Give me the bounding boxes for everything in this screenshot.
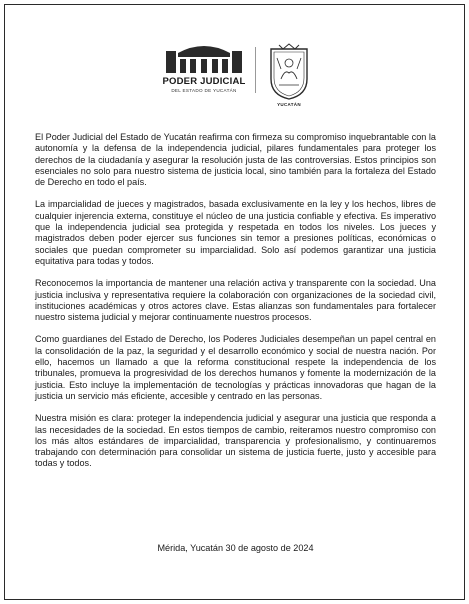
yucatan-coat-of-arms-icon <box>267 43 311 101</box>
paragraph: Nuestra misión es clara: proteger la independencia judicial y asegurar una justicia que responda a las necesidades de la sociedad. En estos tiempos de cambio, reiteramos nuestro compromiso con los más altos estándares de imparcialidad, transparencia y profesionalismo, y continuaremos trabajando con determinación para consolidar un sistema de justicia fuerte, justo y accesible para todas y todos. <box>35 413 436 469</box>
statement-body <box>35 132 436 481</box>
institution-subtitle: DEL ESTADO DE YUCATÁN <box>171 88 237 93</box>
building-columns-icon <box>166 45 242 75</box>
poder-judicial-logo <box>160 45 248 117</box>
paragraph: La imparcialidad de jueces y magistrados, basada exclusivamente en la ley y los hechos, libres de cualquier injerencia externa, constituye el núcleo de una justicia confiable y efectiva. Es imperativo que la independencia judicial sea protegida y respetada en todos los niveles. Los jueces y magistrados deben poder ejercer sus funciones sin temor a presiones políticas, económicas o sociales que puedan comprometer su imparcialidad. Solo así podemos garantizar una justicia equitativa para todas y todos. <box>35 199 436 266</box>
logo-divider <box>255 47 256 93</box>
paragraph: El Poder Judicial del Estado de Yucatán reafirma con firmeza su compromiso inquebrantable con la autonomía y la defensa de la independencia judicial, pilares fundamentales para proteger los derechos de la ciudadanía y asegurar la resolución justa de las controversias. Estos principios son esenciales no solo para nuestro sistema de justicia local, sino también para la fortaleza del Estado de Derecho en todo el país. <box>35 132 436 188</box>
seal-label: YUCATÁN <box>277 102 301 107</box>
document-page <box>4 4 465 600</box>
paragraph: Como guardianes del Estado de Derecho, los Poderes Judiciales desempeñan un papel central en la consolidación de la paz, la seguridad y el desarrollo económico y social de nuestra nación. Por ello, hacemos un llamado a que la reforma constitucional respete la independencia de los tribunales, promueva la progresividad de los derechos humanos y fomente la modernización de la justicia. Esto incluye la implementación de tecnologías y prácticas innovadoras que hagan de la justicia un servicio más eficiente, accesible y centrado en las personas. <box>35 334 436 401</box>
document-header <box>5 5 466 123</box>
place-and-date: Mérida, Yucatán 30 de agosto de 2024 <box>157 543 314 553</box>
paragraph: Reconocemos la importancia de mantener una relación activa y transparente con la sociedad. Una justicia inclusiva y representativa requiere la colaboración con organizaciones de la sociedad civil, instituciones académicas y otros actores clave. Estas alianzas son fundamentales para fortalecer nuestro sistema judicial y mejorar continuamente nuestros procesos. <box>35 278 436 323</box>
institution-name: PODER JUDICIAL <box>162 76 246 87</box>
